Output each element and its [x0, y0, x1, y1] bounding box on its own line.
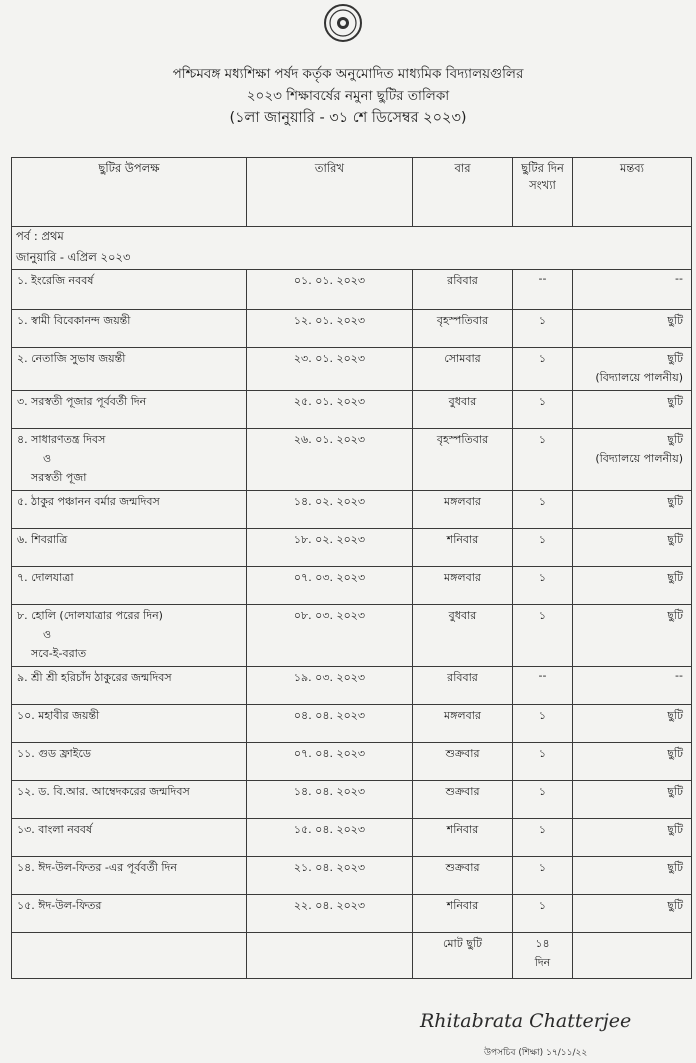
remark-cell: [573, 819, 692, 857]
day-cell: মঙ্গলবার: [413, 491, 513, 529]
total-value: ১৪: [535, 937, 550, 950]
count-cell: ১: [513, 895, 573, 933]
table-row: [12, 705, 692, 743]
occasion-conjunction: ও: [43, 628, 52, 641]
table-row: [12, 781, 692, 819]
total-blank-cell: [12, 933, 247, 979]
section-label: পর্ব : প্রথম: [12, 227, 692, 249]
count-cell: ১: [513, 605, 573, 667]
occasion-text: ৫. ঠাকুর পঞ্চানন বর্মার জন্মদিবস: [17, 495, 160, 508]
date-cell: ০১. ০১. ২০২৩: [247, 270, 413, 310]
remark-cell: [573, 705, 692, 743]
remark-cell: [573, 895, 692, 933]
table-row: [12, 743, 692, 781]
count-cell: ১: [513, 819, 573, 857]
day-cell: শনিবার: [413, 529, 513, 567]
count-cell: ১: [513, 310, 573, 348]
occasion-cell: [12, 429, 247, 491]
total-blank-cell: [573, 933, 692, 979]
occasion-text: ১২. ড. বি.আর. আম্বেদকরের জন্মদিবস: [17, 785, 190, 798]
remark-text: ছুটি: [667, 861, 683, 874]
count-cell: ১: [513, 348, 573, 391]
occasion-text: ১. স্বামী বিবেকানন্দ জয়ন্তী: [17, 314, 131, 327]
day-cell: শুক্রবার: [413, 743, 513, 781]
occasion-text: ৮. হোলি (দোলযাত্রার পরের দিন): [17, 609, 163, 622]
count-cell: ১: [513, 429, 573, 491]
column-header-day: বার: [413, 158, 513, 227]
occasion-cell: [12, 491, 247, 529]
occasion-cell: [12, 270, 247, 310]
occasion-cell: [12, 857, 247, 895]
table-row: [12, 819, 692, 857]
total-blank-cell: [247, 933, 413, 979]
total-unit: দিন: [534, 956, 551, 969]
count-cell: ১: [513, 857, 573, 895]
occasion-cell: [12, 895, 247, 933]
occasion-text: ২. নেতাজি সুভাষ জয়ন্তী: [17, 352, 126, 365]
remark-cell: [573, 348, 692, 391]
count-cell: ১: [513, 491, 573, 529]
remark-sub-text: (বিদ্যালয়ে পালনীয়): [595, 452, 683, 465]
occasion-text: ১৫. ঈদ-উল-ফিতর: [17, 899, 102, 912]
remark-cell: [573, 491, 692, 529]
remark-text: ছুটি: [667, 785, 683, 798]
count-cell: --: [513, 270, 573, 310]
day-cell: বুধবার: [413, 391, 513, 429]
occasion-sub-text: সরস্বতী পূজা: [31, 471, 87, 484]
occasion-cell: [12, 348, 247, 391]
day-cell: রবিবার: [413, 667, 513, 705]
table-row: [12, 857, 692, 895]
remark-cell: [573, 529, 692, 567]
remark-cell: [573, 743, 692, 781]
table-row: [12, 605, 692, 667]
count-cell: ১: [513, 705, 573, 743]
remark-text: ছুটি: [667, 395, 683, 408]
table-row: [12, 667, 692, 705]
remark-text: ছুটি: [667, 571, 683, 584]
remark-text: ছুটি: [667, 533, 683, 546]
table-row: [12, 429, 692, 491]
count-cell: ১: [513, 743, 573, 781]
column-header-count: ছুটির দিন সংখ্যা: [513, 158, 573, 227]
remark-text: ছুটি: [667, 747, 683, 760]
date-cell: ১৯. ০৩. ২০২৩: [247, 667, 413, 705]
signature-designation: [484, 1045, 587, 1060]
table-row: [12, 348, 692, 391]
occasion-text: ১০. মহাবীর জয়ন্তী: [17, 709, 100, 722]
remark-text: ছুটি: [667, 314, 683, 327]
day-cell: সোমবার: [413, 348, 513, 391]
date-cell: ০৮. ০৩. ২০২৩: [247, 605, 413, 667]
table-row: [12, 567, 692, 605]
occasion-cell: [12, 529, 247, 567]
table-row: [12, 529, 692, 567]
remark-cell: [573, 429, 692, 491]
remark-text: ছুটি: [667, 433, 683, 446]
occasion-conjunction: ও: [43, 452, 52, 465]
day-cell: বৃহস্পতিবার: [413, 429, 513, 491]
date-cell: ২৬. ০১. ২০২৩: [247, 429, 413, 491]
occasion-cell: [12, 743, 247, 781]
table-row: [12, 391, 692, 429]
header-date-range: (১লা জানুয়ারি - ৩১ শে ডিসেম্বর ২০২৩): [229, 110, 467, 126]
date-cell: ১৪. ০৪. ২০২৩: [247, 781, 413, 819]
day-cell: মঙ্গলবার: [413, 567, 513, 605]
occasion-text: ৩. সরস্বতী পূজার পূর্ববর্তী দিন: [17, 395, 147, 408]
day-cell: শুক্রবার: [413, 857, 513, 895]
occasion-cell: [12, 819, 247, 857]
count-cell: ১: [513, 391, 573, 429]
day-cell: বুধবার: [413, 605, 513, 667]
total-value-cell: [513, 933, 573, 979]
remark-cell: [573, 270, 692, 310]
occasion-text: ১৩. বাংলা নববর্ষ: [17, 823, 93, 836]
occasion-text: ৯. শ্রী শ্রী হরিচাঁদ ঠাকুরের জন্মদিবস: [17, 671, 172, 684]
occasion-cell: [12, 705, 247, 743]
remark-text: --: [675, 272, 683, 285]
period-label: জানুয়ারি - এপ্রিল ২০২৩: [12, 248, 692, 270]
column-header-date: তারিখ: [247, 158, 413, 227]
day-cell: রবিবার: [413, 270, 513, 310]
remark-cell: [573, 605, 692, 667]
occasion-cell: [12, 310, 247, 348]
holiday-table: [11, 157, 692, 979]
date-cell: ১৫. ০৪. ২০২৩: [247, 819, 413, 857]
signature: Rhitabrata Chatterjee: [420, 1010, 632, 1032]
date-cell: ২৫. ০১. ২০২৩: [247, 391, 413, 429]
day-cell: শুক্রবার: [413, 781, 513, 819]
board-seal-logo: [323, 3, 363, 43]
date-cell: ২৩. ০১. ২০২৩: [247, 348, 413, 391]
remark-cell: [573, 567, 692, 605]
remark-text: ছুটি: [667, 823, 683, 836]
date-cell: ২১. ০৪. ২০২৩: [247, 857, 413, 895]
total-row: [12, 933, 692, 979]
date-cell: ০৭. ০৩. ২০২৩: [247, 567, 413, 605]
occasion-sub-text: সবে-ই-বরাত: [31, 647, 87, 660]
count-cell: ১: [513, 781, 573, 819]
date-cell: ২২. ০৪. ২০২৩: [247, 895, 413, 933]
occasion-cell: [12, 605, 247, 667]
remark-cell: [573, 857, 692, 895]
date-cell: ০৭. ০৪. ২০২৩: [247, 743, 413, 781]
day-cell: বৃহস্পতিবার: [413, 310, 513, 348]
remark-sub-text: (বিদ্যালয়ে পালনীয়): [595, 371, 683, 384]
count-cell: ১: [513, 567, 573, 605]
remark-text: ছুটি: [667, 899, 683, 912]
header-title-line2: ২০২৩ শিক্ষাবর্ষের নমুনা ছুটির তালিকা: [246, 88, 450, 104]
occasion-text: ১. ইংরেজি নববর্ষ: [17, 274, 94, 287]
date-cell: ১৮. ০২. ২০২৩: [247, 529, 413, 567]
section-row: [12, 227, 692, 249]
occasion-text: ১১. গুড ফ্রাইডে: [17, 747, 91, 760]
table-row: [12, 310, 692, 348]
table-header-row: [12, 158, 692, 227]
occasion-cell: [12, 781, 247, 819]
remark-text: ছুটি: [667, 495, 683, 508]
occasion-text: ৪. সাধারণতন্ত্র দিবস: [17, 433, 106, 446]
count-cell: --: [513, 667, 573, 705]
designation-text: উপসচিব (শিক্ষা): [484, 1048, 544, 1058]
column-header-remark: মন্তব্য: [573, 158, 692, 227]
remark-cell: [573, 781, 692, 819]
period-row: [12, 248, 692, 270]
date-cell: ০৪. ০৪. ২০২৩: [247, 705, 413, 743]
date-cell: ১২. ০১. ২০২৩: [247, 310, 413, 348]
occasion-cell: [12, 667, 247, 705]
remark-text: --: [675, 669, 683, 682]
occasion-text: ৬. শিবরাত্রি: [17, 533, 68, 546]
remark-text: ছুটি: [667, 609, 683, 622]
remark-cell: [573, 391, 692, 429]
total-label: মোট ছুটি: [413, 933, 513, 979]
count-cell: ১: [513, 529, 573, 567]
header-title-line1: পশ্চিমবঙ্গ মধ্যশিক্ষা পর্ষদ কর্তৃক অনুমোদিত মাধ্যমিক বিদ্যালয়গুলির: [172, 66, 524, 82]
table-row: [12, 491, 692, 529]
day-cell: মঙ্গলবার: [413, 705, 513, 743]
column-header-occasion: ছুটির উপলক্ষ: [12, 158, 247, 227]
remark-cell: [573, 310, 692, 348]
remark-text: ছুটি: [667, 352, 683, 365]
occasion-cell: [12, 391, 247, 429]
occasion-cell: [12, 567, 247, 605]
occasion-text: ১৪. ঈদ-উল-ফিতর -এর পূর্ববর্তী দিন: [17, 861, 177, 874]
day-cell: শনিবার: [413, 819, 513, 857]
date-cell: ১৪. ০২. ২০২৩: [247, 491, 413, 529]
table-row: [12, 895, 692, 933]
occasion-text: ৭. দোলযাত্রা: [17, 571, 74, 584]
signature-date: ১৭/১১/২২: [546, 1048, 588, 1058]
remark-cell: [573, 667, 692, 705]
table-row: [12, 270, 692, 310]
remark-text: ছুটি: [667, 709, 683, 722]
day-cell: শনিবার: [413, 895, 513, 933]
